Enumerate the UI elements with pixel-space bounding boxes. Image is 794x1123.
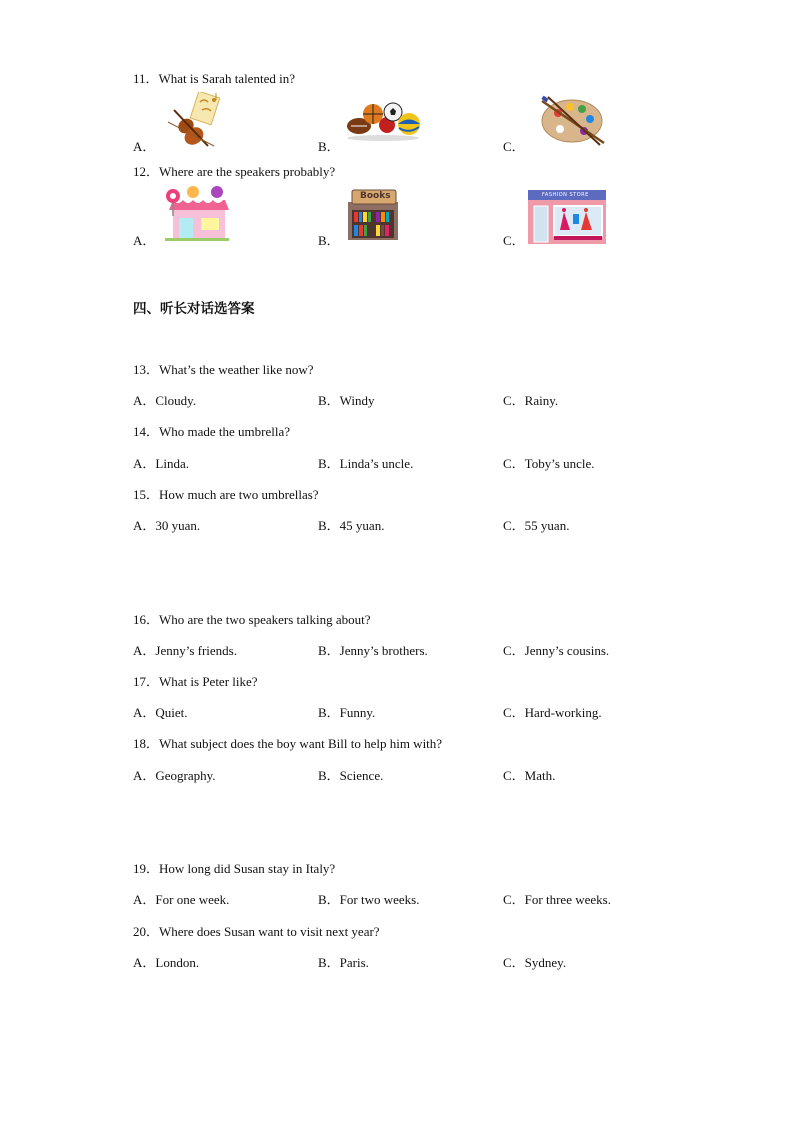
question-17: 17．What is Peter like? [133,674,258,689]
question-11: 11．What is Sarah talented in? [133,71,295,86]
q16-option-b[interactable]: B．Jenny’s brothers. [318,643,428,658]
q15-option-a[interactable]: A．30 yuan. [133,518,201,533]
paint-palette-icon [538,95,608,147]
bookstore-sign: Books [360,191,391,201]
q12-option-c-letter[interactable]: C． [503,233,525,248]
q11-option-b-letter[interactable]: B． [318,139,340,154]
q18-option-b[interactable]: B．Science. [318,768,384,783]
violin-icon [164,92,226,150]
q18-option-c[interactable]: C．Math. [503,768,556,783]
q18-option-a[interactable]: A．Geography. [133,768,216,783]
fashion-store-sign: FASHION STORE [542,192,589,198]
q17-option-b[interactable]: B．Funny. [318,705,376,720]
q12-option-a-letter[interactable]: A． [133,233,156,248]
q12-option-b-letter[interactable]: B． [318,233,340,248]
balls-icon [345,100,421,142]
q16-option-c[interactable]: C．Jenny’s cousins. [503,643,610,658]
q16-option-a[interactable]: A．Jenny’s friends. [133,643,237,658]
q19-option-a[interactable]: A．For one week. [133,892,230,907]
question-19: 19．How long did Susan stay in Italy? [133,861,336,876]
q20-option-a[interactable]: A．London. [133,955,200,970]
q14-option-c[interactable]: C．Toby’s uncle. [503,456,595,471]
question-13: 13．What’s the weather like now? [133,362,314,377]
q15-option-b[interactable]: B．45 yuan. [318,518,385,533]
question-16: 16．Who are the two speakers talking about? [133,612,371,627]
question-20: 20．Where does Susan want to visit next year? [133,924,380,939]
bookstore-icon [346,188,400,240]
q19-option-c[interactable]: C．For three weeks. [503,892,611,907]
fashion-store-icon [526,186,608,244]
section-heading: 四、听长对话选答案 [133,301,255,317]
q13-option-b[interactable]: B．Windy [318,393,375,408]
candy-shop-icon [163,186,231,242]
q13-option-a[interactable]: A．Cloudy. [133,393,197,408]
question-18: 18．What subject does the boy want Bill to help him with? [133,736,443,751]
q14-option-b[interactable]: B．Linda’s uncle. [318,456,414,471]
q20-option-c[interactable]: C．Sydney. [503,955,567,970]
q15-option-c[interactable]: C．55 yuan. [503,518,570,533]
question-12: 12．Where are the speakers probably? [133,164,336,179]
q11-option-a-letter[interactable]: A． [133,139,156,154]
q11-option-c-letter[interactable]: C． [503,139,525,154]
q14-option-a[interactable]: A．Linda. [133,456,189,471]
q13-option-c[interactable]: C．Rainy. [503,393,559,408]
question-14: 14．Who made the umbrella? [133,424,291,439]
question-15: 15．How much are two umbrellas? [133,487,319,502]
q20-option-b[interactable]: B．Paris. [318,955,369,970]
q17-option-c[interactable]: C．Hard-working. [503,705,602,720]
q17-option-a[interactable]: A．Quiet. [133,705,188,720]
q19-option-b[interactable]: B．For two weeks. [318,892,420,907]
